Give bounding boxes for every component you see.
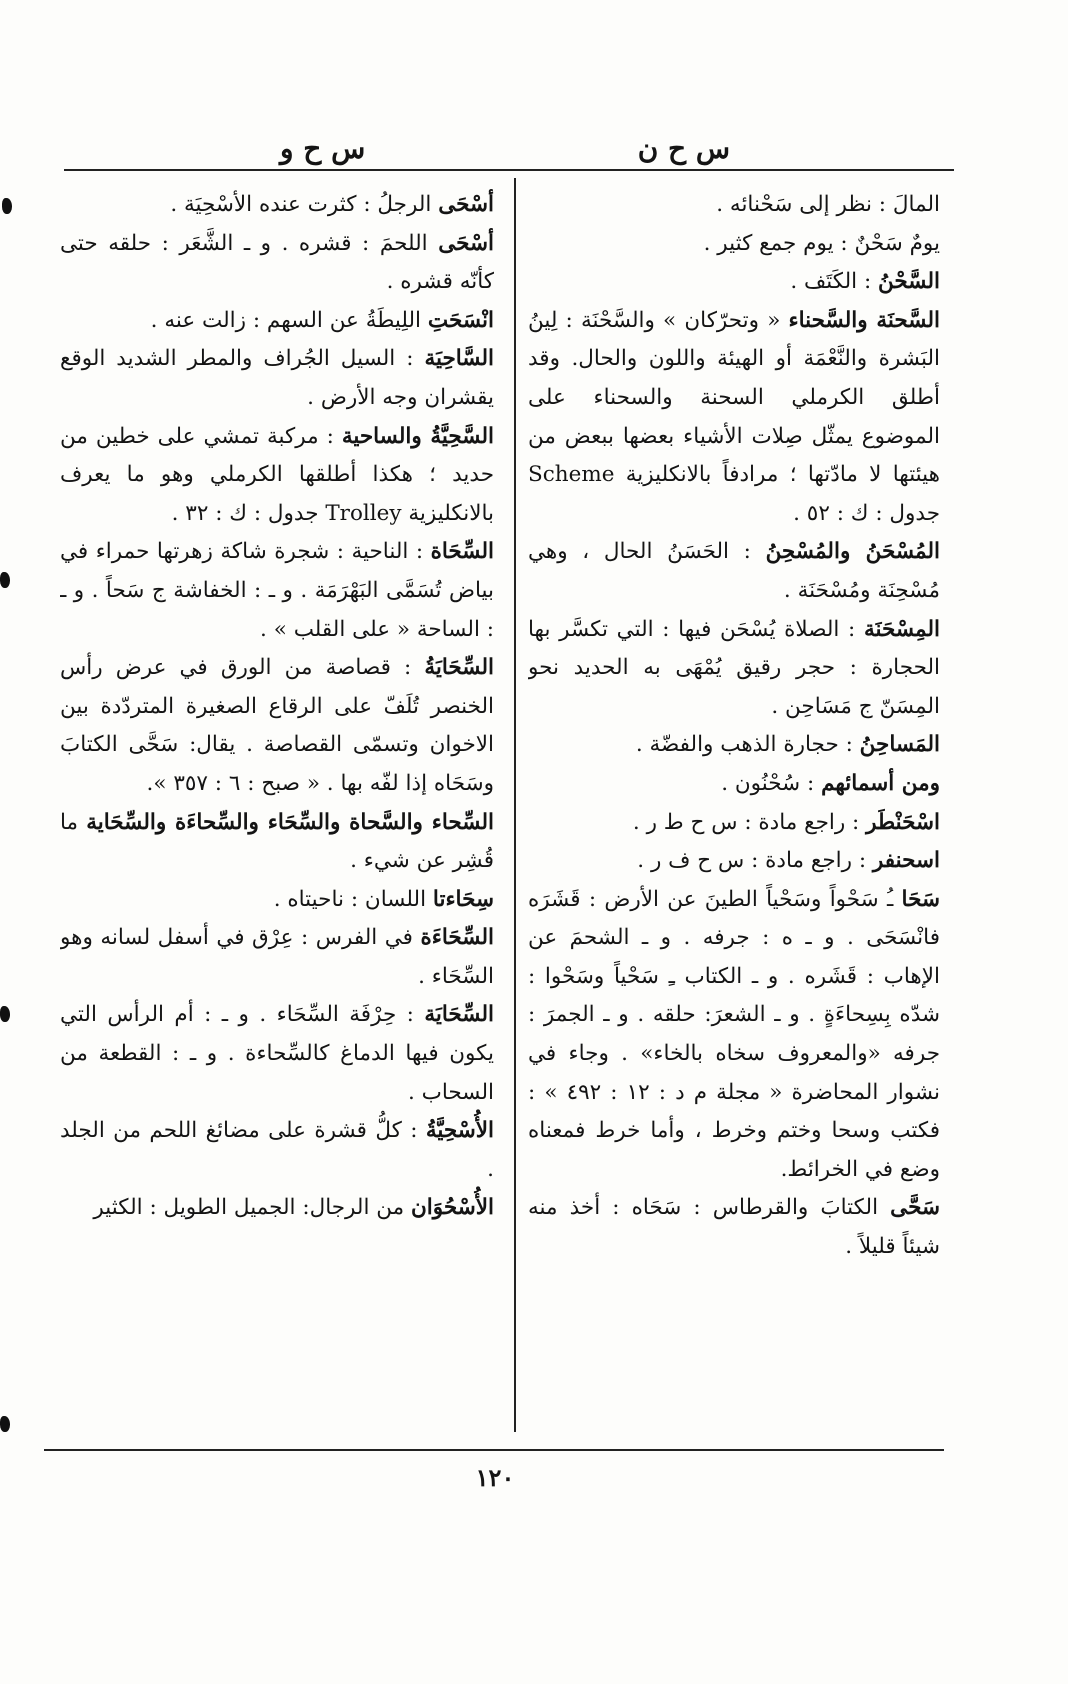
left-column-root: س ح و xyxy=(280,131,366,165)
right-column-root: س ح ن xyxy=(637,131,730,165)
entry-definition: : راجع مادة : س ح ط ر . xyxy=(632,809,867,835)
entry-headword: السَّحْنُ xyxy=(878,269,940,295)
entry-headword: سَحَّى xyxy=(890,1195,940,1221)
column-divider xyxy=(514,178,516,1432)
entry-definition: : السيل الجُراف والمطر الشديد الوقع يقشران وجه الأرض . xyxy=(60,346,494,410)
entry-definition: من الرجال: الجميل الطويل : الكثير xyxy=(93,1195,411,1221)
entry-headword: سِحَاءتا xyxy=(432,886,494,912)
entry-definition: اللحمَ : قشره . و ـ الشَّعَر : حلقه حتى كأنّه قشره . xyxy=(60,230,494,295)
dictionary-entry xyxy=(528,726,940,765)
dictionary-entry xyxy=(528,533,940,610)
entry-headword: السَّحنَة والسَّحناء xyxy=(788,307,940,333)
dictionary-entry xyxy=(60,649,494,803)
dictionary-entry xyxy=(60,1112,494,1189)
entry-headword: اسْحَنْطَر xyxy=(866,809,940,835)
left-column xyxy=(60,186,494,1436)
entry-definition: اللسان : ناحيتاه . xyxy=(273,886,433,912)
dictionary-entry xyxy=(528,263,940,302)
dictionary-entry xyxy=(60,302,494,341)
margin-mark xyxy=(2,198,12,214)
entry-definition: المالَ : نظر إلى سَحْنائه . xyxy=(716,192,940,217)
bottom-rule xyxy=(44,1449,944,1451)
dictionary-entry xyxy=(528,611,940,727)
entry-headword: السِّحَاة xyxy=(430,539,494,565)
entry-definition: : حجارة الذهب والفضّة . xyxy=(635,732,860,758)
entry-definition: : سُحْنُون . xyxy=(721,770,822,796)
margin-mark xyxy=(0,572,10,588)
dictionary-entry xyxy=(60,225,494,302)
entry-definition: : حِرْفَة السِّحَاء . و ـ : أم الرأس التي يكون فيها الدماغ كالسِّحاءة . و ـ : القطعة من السحاب . xyxy=(60,1002,494,1105)
entry-headword: المَساحِنُ xyxy=(859,732,940,758)
entry-definition: : كلُّ قشرة على مضائغ اللحم من الجلد . xyxy=(60,1118,494,1182)
entry-headword: السِّحَايَةُ xyxy=(424,655,494,681)
entry-headword: السَّاحِيَة xyxy=(424,346,494,372)
entry-definition: اللِيطَةُ عن السهم : زالت عنه . xyxy=(150,307,428,333)
entry-definition: : الصلاة يُسْحَن فيها : التي تكسَّر بها الحجارة : حجر رقيق يُمْهَى به الحديد نحو المِسَنّ ج مَسَاحِن . xyxy=(528,616,940,719)
entry-definition: : قصاصة من الورق في عرض رأس الخنصر تُلَفّ على الرقاع الصغيرة المتردّدة بين الاخوان وتسمّى القصاصة . يقال: سَحَّى الكتابَ وسَحَاه إذا لفّه بها . « صبح : ٦ : ٣٥٧ ». xyxy=(60,655,494,796)
entry-definition: : الناحية : شجرة شاكة زهرتها حمراء في بياض تُسَمَّى البَهْرَمَة . و ـ : الخفاشة ج سَحاً . و ـ : الساحة « على القلب » . xyxy=(60,539,494,642)
entry-definition: : مركبة تمشي على خطين من حديد ؛ هكذا أطلقها الكرملي وهو ما يعرف بالانكليزية Trolley جدول : ك : ٣٢ . xyxy=(60,423,494,526)
entry-headword: الأُسْحُوَان xyxy=(411,1195,494,1221)
dictionary-entry xyxy=(528,804,940,843)
entry-definition: الرجلُ : كثرت عنده الأسْحِيَة . xyxy=(170,192,439,217)
page-header xyxy=(70,128,940,168)
entry-definition: يومٌ سَحْنٌ : يوم جمع كثير . xyxy=(703,230,940,256)
dictionary-entry xyxy=(528,302,940,534)
entry-definition: : الكَتَف . xyxy=(790,269,879,295)
entry-headword: السِّحَاءَة xyxy=(420,925,494,951)
entry-definition: : راجع مادة : س ح ف ر . xyxy=(637,848,873,874)
entry-definition: « وتحرّكان » والسَّحْنَة : لِينُ البَشرة والنَّعْمَة أو الهيئة واللون والحال. وقد أطلق الكرملي السحنة والسحناء على الموضوع يمثّل صِلات الأشياء بعضها ببعض من هيئتها لا مادّتها ؛ مرادفاً بالانكليزية Scheme جدول : ك : ٥٢ . xyxy=(528,307,940,526)
entry-headword: السِّحَايَة xyxy=(424,1002,494,1028)
dictionary-entry xyxy=(60,340,494,417)
dictionary-entry xyxy=(528,765,940,804)
dictionary-entry xyxy=(60,1189,494,1228)
dictionary-entry xyxy=(60,533,494,649)
entry-headword: المِسْحَنَة xyxy=(863,616,940,642)
entry-headword: سَحَا xyxy=(901,886,940,912)
dictionary-entry xyxy=(528,225,940,264)
entry-definition: في الفرس : عِرْق في أسفل لسانه وهو السِّحَاء . xyxy=(60,925,494,989)
dictionary-entry xyxy=(60,418,494,534)
entry-headword: السِّحاء والسَّحاة والسِّحَاء والسِّحاءَة والسِّحَاية xyxy=(86,809,494,835)
dictionary-entry xyxy=(60,804,494,881)
dictionary-entry xyxy=(60,996,494,1112)
entry-definition: ما قُشِر عن شيء . xyxy=(60,809,494,874)
top-rule xyxy=(64,169,954,171)
dictionary-entry xyxy=(528,1189,940,1266)
entry-headword: الأُسْحِيَّةُ xyxy=(425,1118,494,1144)
entry-headword: ومن أسمائهم xyxy=(821,770,940,796)
entry-headword: اسحنفر xyxy=(872,848,940,874)
dictionary-entry xyxy=(60,186,494,225)
margin-mark xyxy=(0,1416,10,1432)
entry-headword: انْسَحَتِ xyxy=(427,307,494,333)
entry-definition: الكتابَ والقرطاس : سَحَاه : أخذ منه شيئاً قليلاً . xyxy=(528,1195,940,1260)
entry-headword: أسْحَى xyxy=(438,192,494,217)
entry-definition: : الحَسَنُ الحال ، وهي مُسْحِنَة ومُسْحَنَة . xyxy=(528,539,940,603)
entry-headword: السَّحِيَّةُ والساحية xyxy=(341,423,494,449)
dictionary-entry xyxy=(60,881,494,920)
dictionary-entry xyxy=(60,919,494,996)
dictionary-entry xyxy=(528,881,940,1190)
entry-headword: أسْحَى xyxy=(438,230,494,256)
entry-definition: ـُ سَحْواً وسَحْياً الطينَ عن الأرض : قَشَرَه فانْسَحَى . و ـ ه : جرفه . و ـ الشحمَ عن الإهاب : قَشَره . و ـ الكتاب ـِ سَحْياً وسَحْوا : شدّه بِسِحاءَةٍ . و ـ الشعرَ: حلقه . و ـ الجمرَ : جرفه «والمعروف سخاه بالخاء» . وجاء في نشوار المحاضرة « مجلة م د : ١٢ : ٤٩٢ » : فكتب وسحا وختم وخرط ، وأما خرط فمعناه وضع في الخرائط. xyxy=(528,886,940,1182)
dictionary-entry xyxy=(528,186,940,225)
right-column xyxy=(528,186,940,1436)
dictionary-entry xyxy=(528,842,940,881)
margin-mark xyxy=(0,1006,10,1022)
entry-headword: المُسْحَنُ والمُسْحِنُ xyxy=(765,539,940,565)
page-number: ١٢٠ xyxy=(475,1463,515,1492)
